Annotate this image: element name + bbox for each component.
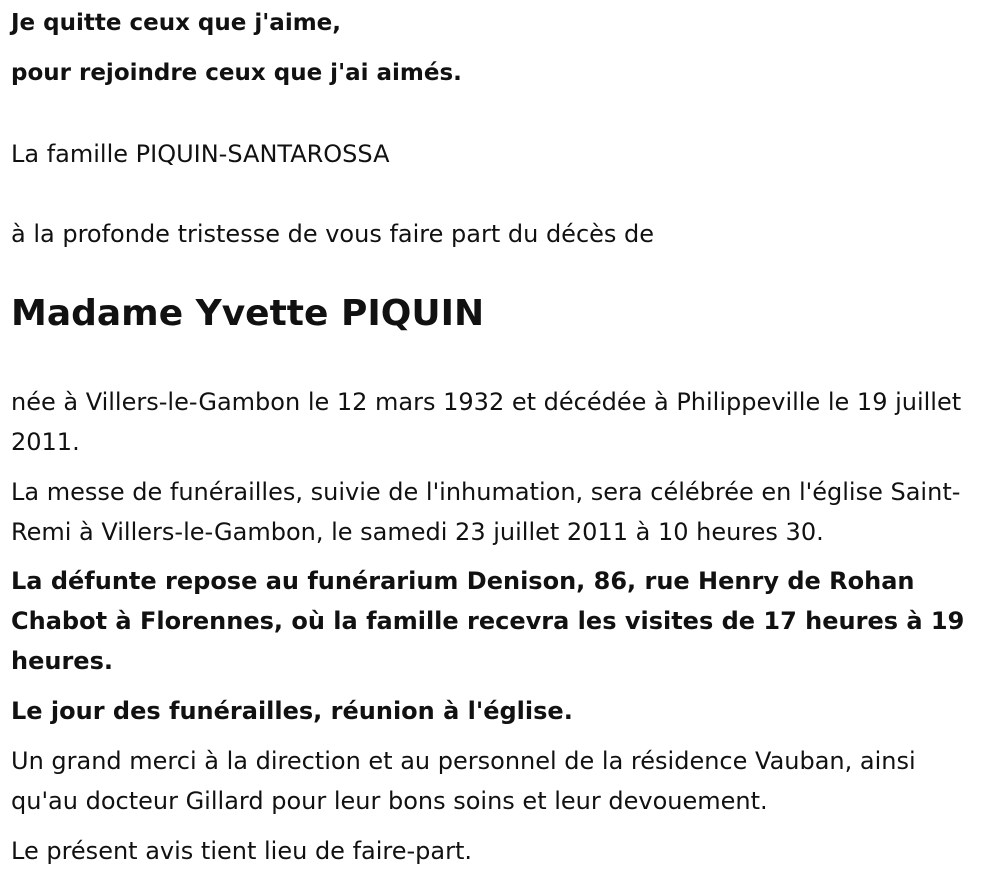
meeting-paragraph: Le jour des funérailles, réunion à l'église.: [11, 697, 573, 725]
family-name: La famille PIQUIN-SANTAROSSA: [11, 140, 390, 168]
announcement-text: à la profonde tristesse de vous faire part du décès de: [11, 220, 655, 248]
funerarium-paragraph: La défunte repose au funérarium Denison, 86, rue Henry de Rohan Chabot à Florennes, où la famille recevra les visites de 17 heures à 19 heures.: [11, 567, 965, 675]
quote-line-2: pour rejoindre ceux que j'ai aimés.: [11, 60, 462, 86]
birth-death-paragraph: née à Villers-le-Gambon le 12 mars 1932 et décédée à Philippeville le 19 juillet 2011.: [11, 388, 962, 456]
notice-paragraph: Le présent avis tient lieu de faire-part.: [11, 837, 473, 865]
quote-line-1: Je quitte ceux que j'aime,: [11, 10, 342, 36]
thanks-paragraph: Un grand merci à la direction et au personnel de la résidence Vauban, ainsi qu'au docteur Gillard pour leur bons soins et leur devouement.: [11, 747, 916, 815]
deceased-name: Madame Yvette PIQUIN: [11, 293, 485, 334]
funeral-mass-paragraph: La messe de funérailles, suivie de l'inhumation, sera célébrée en l'église Saint-Remi à Villers-le-Gambon, le samedi 23 juillet 2011 à 10 heures 30.: [11, 478, 961, 546]
